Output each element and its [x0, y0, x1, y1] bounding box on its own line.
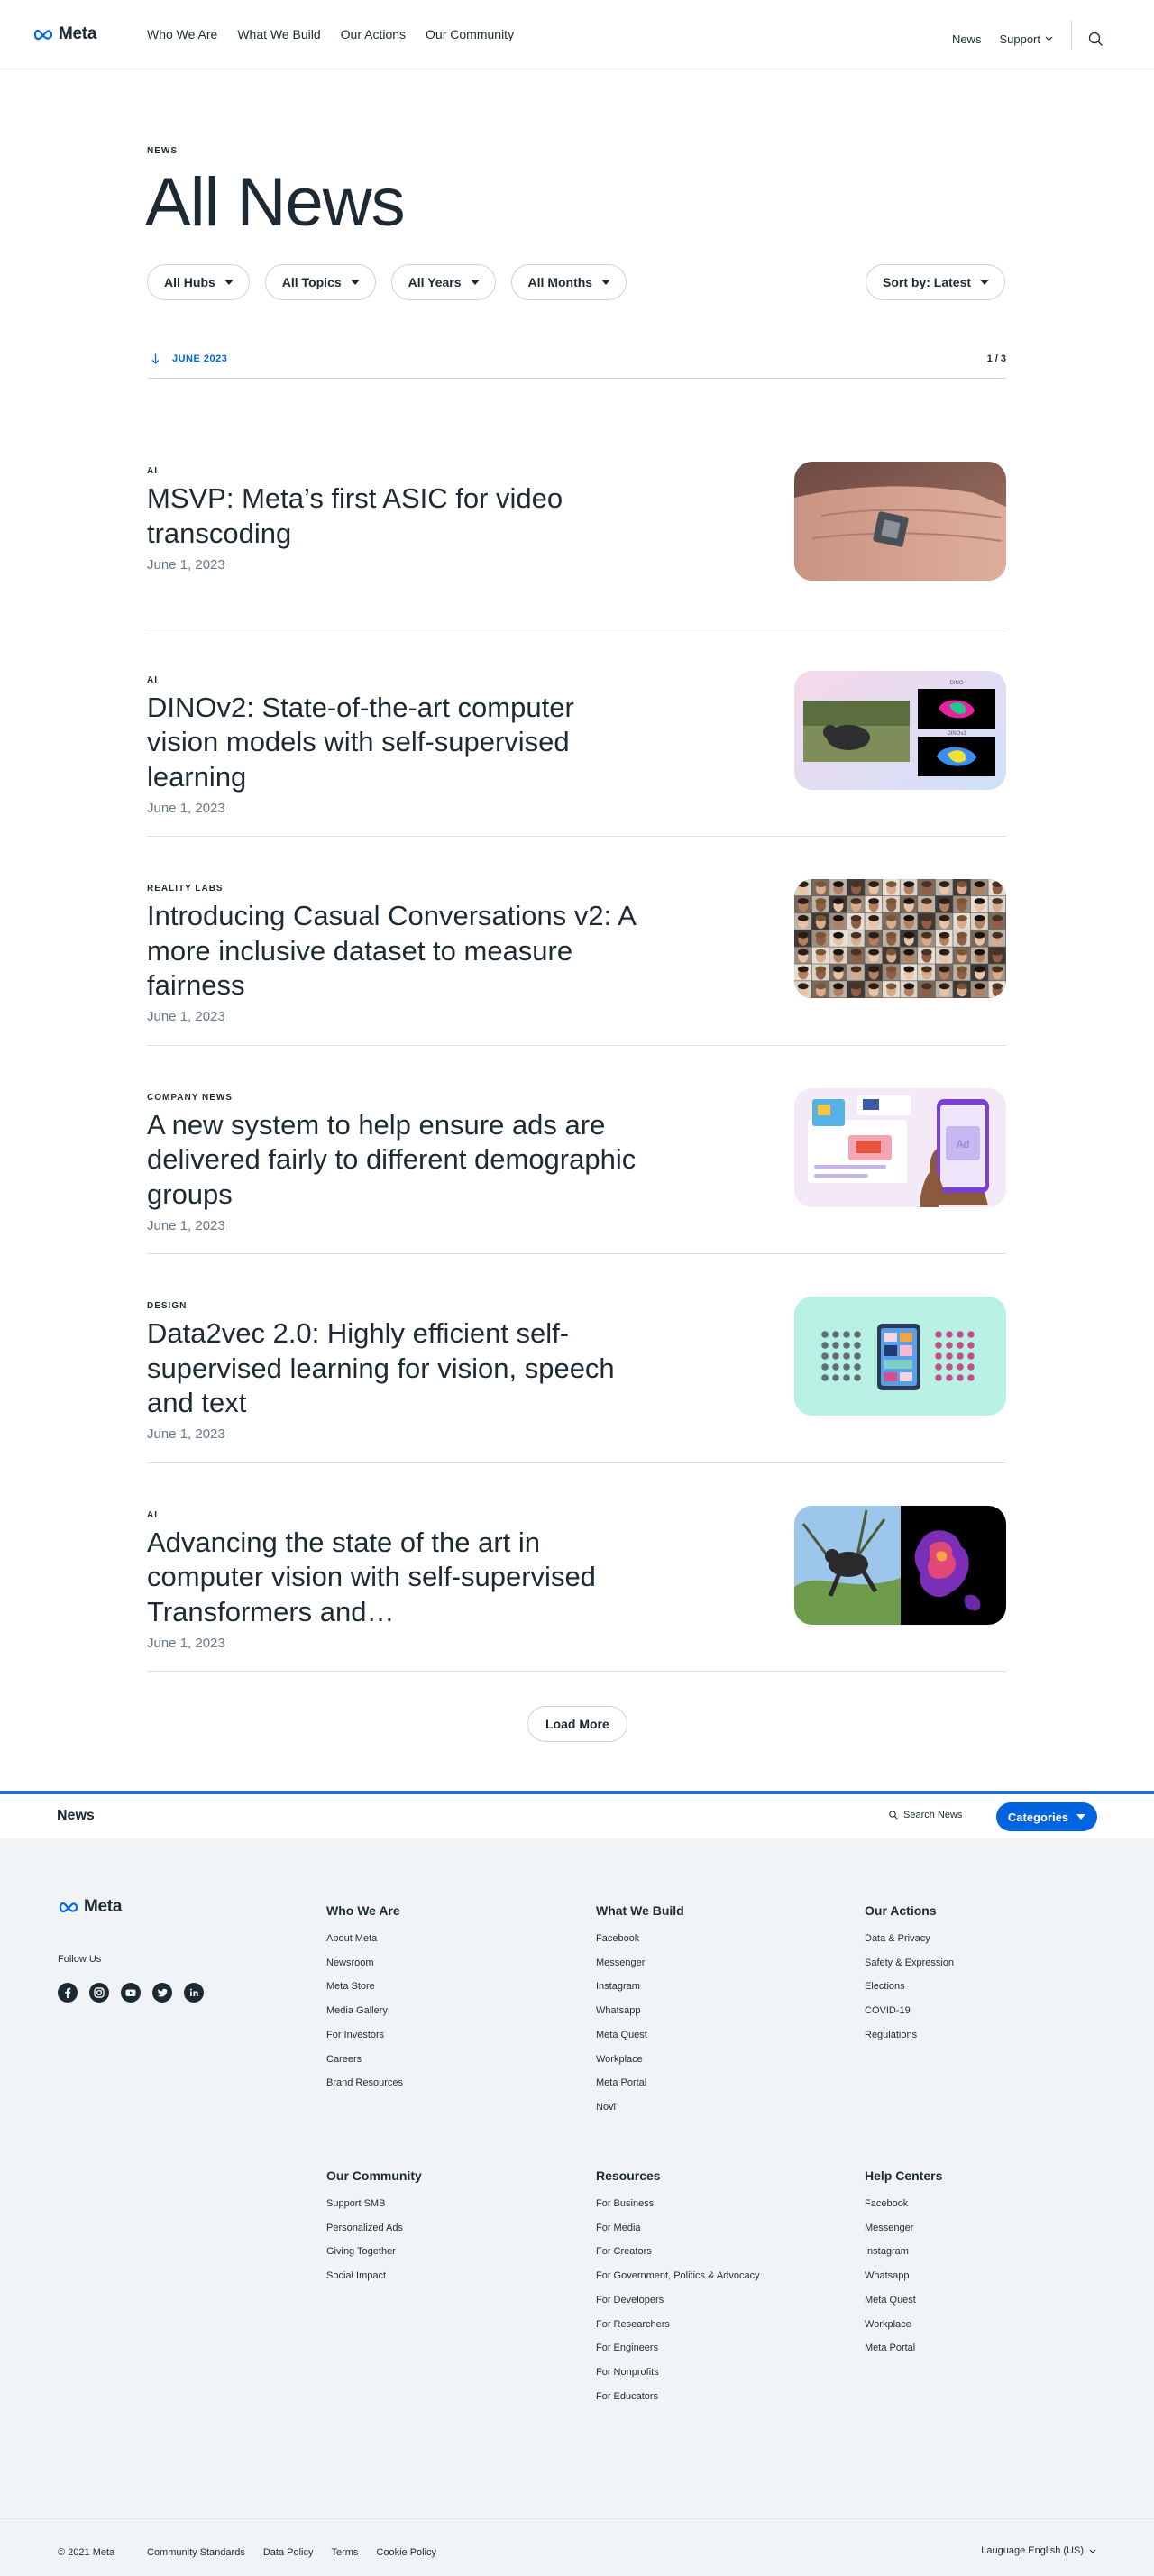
article-date: June 1, 2023	[147, 557, 225, 573]
legal-link-community-standards[interactable]: Community Standards	[147, 2547, 245, 2558]
footer-link[interactable]: Elections	[865, 1981, 905, 1993]
article-category: REALITY LABS	[147, 884, 224, 894]
footer	[0, 1838, 1154, 2576]
footer-link[interactable]: Meta Quest	[865, 2294, 916, 2306]
footer-col-heading: Our Actions	[865, 1903, 937, 1918]
footer-link[interactable]: Meta Store	[326, 1981, 375, 1993]
caret-down-icon	[224, 280, 234, 285]
footer-link[interactable]: For Media	[596, 2222, 641, 2233]
load-more-button[interactable]: Load More	[527, 1706, 627, 1742]
article-card[interactable]	[147, 419, 1006, 628]
caret-down-icon	[351, 280, 360, 285]
footer-col-heading: Our Community	[326, 2168, 422, 2183]
article-thumbnail[interactable]	[794, 1506, 1006, 1625]
article-card[interactable]	[147, 1254, 1006, 1463]
footer-link[interactable]: Careers	[326, 2053, 362, 2065]
footer-link[interactable]: Whatsapp	[865, 2270, 910, 2282]
footer-col-our-actions	[865, 1903, 954, 2048]
filter-months[interactable]	[511, 264, 627, 300]
sort-label: Sort by: Latest	[883, 275, 972, 289]
article-thumbnail[interactable]	[794, 671, 1006, 790]
article-category: AI	[147, 466, 158, 476]
filter-years-label: All Years	[408, 275, 462, 289]
footer-col-help-centers	[865, 2168, 942, 2361]
linkedin-icon[interactable]	[184, 1983, 204, 2003]
news-subbar	[0, 1791, 1154, 1838]
article-thumbnail[interactable]	[794, 879, 1006, 998]
top-nav	[0, 0, 1154, 69]
footer-link[interactable]: Social Impact	[326, 2270, 387, 2282]
footer-logo-text: Meta	[84, 1897, 123, 1916]
month-jump[interactable]	[151, 353, 227, 364]
footer-link[interactable]: Support SMB	[326, 2198, 386, 2209]
footer-col-heading: Resources	[596, 2168, 661, 2183]
footer-link[interactable]: For Researchers	[596, 2318, 670, 2330]
month-label-text: JUNE 2023	[172, 353, 228, 364]
article-date: June 1, 2023	[147, 1217, 225, 1233]
caret-down-icon	[471, 280, 480, 285]
footer-link[interactable]: Workplace	[596, 2053, 643, 2065]
footer-link[interactable]: Workplace	[865, 2318, 911, 2330]
article-card[interactable]	[147, 628, 1006, 838]
footer-link[interactable]: Messenger	[596, 1957, 646, 1968]
article-date: June 1, 2023	[147, 1009, 225, 1024]
footer-col-heading: Help Centers	[865, 2168, 943, 2183]
dinov2-label: DINOv2	[947, 730, 966, 737]
article-category: COMPANY NEWS	[147, 1092, 233, 1103]
meta-logo[interactable]	[32, 24, 96, 44]
youtube-icon[interactable]	[121, 1983, 141, 2003]
footer-link[interactable]: About Meta	[326, 1933, 378, 1944]
footer-link[interactable]: Media Gallery	[326, 2005, 388, 2017]
news-search-placeholder: Search News	[903, 1810, 963, 1820]
ad-label: Ad	[956, 1137, 970, 1150]
article-card[interactable]	[147, 1046, 1006, 1255]
follow-us-label: Follow Us	[58, 1954, 102, 1965]
filter-hubs[interactable]	[147, 264, 250, 300]
filter-hubs-label: All Hubs	[164, 275, 215, 289]
nav-who-we-are[interactable]: Who We Are	[147, 27, 218, 41]
footer-link[interactable]: Novi	[596, 2101, 617, 2113]
footer-link[interactable]: Giving Together	[326, 2246, 396, 2258]
copyright: © 2021 Meta	[58, 2547, 115, 2558]
page-title: All News	[145, 164, 405, 241]
language-label: Lauguage English (US)	[981, 2545, 1084, 2556]
legal-link-cookie-policy[interactable]: Cookie Policy	[376, 2547, 437, 2558]
news-search-field[interactable]	[889, 1810, 962, 1820]
filter-bar	[147, 264, 627, 300]
footer-link[interactable]: Regulations	[865, 2029, 918, 2040]
footer-link[interactable]: Brand Resources	[326, 2077, 403, 2089]
caret-down-icon	[980, 280, 989, 285]
footer-link[interactable]: Safety & Expression	[865, 1957, 955, 1968]
article-thumbnail[interactable]	[794, 1297, 1006, 1416]
article-category: DESIGN	[147, 1301, 188, 1311]
caret-down-icon	[601, 280, 610, 285]
page-eyebrow: NEWS	[147, 146, 178, 156]
footer-link[interactable]: For Business	[596, 2198, 655, 2209]
article-thumbnail[interactable]	[794, 462, 1006, 581]
footer-col-heading: Who We Are	[326, 1903, 400, 1918]
nav-support[interactable]	[999, 32, 1053, 46]
filter-topics-label: All Topics	[281, 275, 342, 289]
footer-col-resources	[596, 2168, 760, 2408]
article-list	[147, 419, 1006, 1672]
article-card[interactable]	[147, 837, 1006, 1046]
footer-link[interactable]: For Government, Politics & Advocacy	[596, 2270, 760, 2282]
filter-months-label: All Months	[527, 275, 593, 289]
footer-col-heading: What We Build	[596, 1903, 684, 1918]
article-title[interactable]: A new system to help ensure ads are delivered fairly to different demographic groups	[147, 1108, 637, 1210]
footer-link[interactable]: Meta Portal	[596, 2077, 647, 2089]
footer-link[interactable]: Facebook	[596, 1933, 640, 1944]
search-icon	[1088, 32, 1104, 47]
search-button[interactable]	[1088, 32, 1104, 47]
footer-link[interactable]: COVID-19	[865, 2005, 911, 2017]
legal-link-terms[interactable]: Terms	[331, 2547, 359, 2558]
nav-what-we-build[interactable]: What We Build	[237, 27, 321, 41]
nav-news[interactable]: News	[951, 32, 982, 46]
meta-infinity-icon	[58, 1902, 79, 1913]
footer-link[interactable]: Meta Portal	[865, 2342, 916, 2354]
article-title[interactable]: Advancing the state of the art in computer vision with self-supervised Transformers and…	[147, 1526, 596, 1627]
filter-topics[interactable]	[265, 264, 376, 300]
footer-col-what-we-build	[596, 1903, 684, 2120]
footer-link[interactable]: For Engineers	[596, 2342, 659, 2354]
categories-label: Categories	[1007, 1810, 1069, 1824]
dino-label: DINO	[949, 680, 964, 686]
footer-link[interactable]: Meta Quest	[596, 2029, 647, 2040]
article-category: AI	[147, 1509, 158, 1520]
facebook-icon[interactable]	[58, 1983, 78, 2003]
nav-divider	[1071, 20, 1072, 50]
nav-our-community[interactable]: Our Community	[426, 27, 515, 41]
chevron-down-icon	[1045, 36, 1053, 41]
article-date: June 1, 2023	[147, 1635, 225, 1651]
footer-link[interactable]: Messenger	[865, 2222, 914, 2233]
filter-years[interactable]	[391, 264, 496, 300]
footer-meta-logo[interactable]	[58, 1897, 122, 1917]
legal-link-data-policy[interactable]: Data Policy	[262, 2547, 314, 2558]
footer-col-who-we-are	[326, 1903, 403, 2095]
primary-nav	[147, 27, 534, 41]
footer-link[interactable]: Instagram	[596, 1981, 640, 1993]
article-date: June 1, 2023	[147, 800, 225, 816]
footer-link[interactable]: Data & Privacy	[865, 1933, 930, 1944]
footer-link[interactable]: For Educators	[596, 2390, 659, 2402]
nav-support-label: Support	[999, 32, 1040, 46]
footer-col-our-community	[326, 2168, 422, 2288]
social-links	[58, 1983, 204, 2003]
footer-link[interactable]: For Investors	[326, 2029, 385, 2040]
language-selector[interactable]	[981, 2545, 1096, 2556]
footer-link[interactable]: Instagram	[865, 2246, 909, 2258]
footer-link[interactable]: For Nonprofits	[596, 2366, 659, 2378]
footer-link[interactable]: Facebook	[865, 2198, 909, 2209]
article-card[interactable]	[147, 1463, 1006, 1673]
article-title[interactable]: Introducing Casual Conversations v2: A more inclusive dataset to measure fairness	[147, 900, 636, 1001]
article-title[interactable]: DINOv2: State-of-the-art computer vision models with self-supervised learning	[147, 691, 574, 793]
instagram-icon[interactable]	[89, 1983, 109, 2003]
logo-text: Meta	[59, 24, 97, 43]
legal-links	[147, 2547, 436, 2558]
article-category: AI	[147, 674, 158, 685]
article-date: June 1, 2023	[147, 1426, 225, 1442]
footer-link[interactable]: Whatsapp	[596, 2005, 641, 2017]
page-count: 1 / 3	[986, 353, 1006, 364]
nav-our-actions[interactable]: Our Actions	[340, 27, 407, 41]
chevron-down-icon	[1089, 2549, 1096, 2553]
month-bar	[147, 346, 1006, 379]
footer-link[interactable]: Newsroom	[326, 1957, 374, 1968]
nav-right	[952, 27, 1104, 50]
caret-down-icon	[1076, 1814, 1085, 1820]
article-title[interactable]: MSVP: Meta’s first ASIC for video transcoding	[147, 482, 563, 549]
article-title[interactable]: Data2vec 2.0: Highly efficient self-supervised learning for vision, speech and text	[147, 1317, 615, 1418]
arrow-down-icon	[151, 353, 160, 364]
footer-link[interactable]: Personalized Ads	[326, 2222, 403, 2233]
categories-button[interactable]	[996, 1802, 1097, 1831]
search-icon	[889, 1811, 898, 1820]
twitter-icon[interactable]	[152, 1983, 172, 2003]
footer-link[interactable]: For Creators	[596, 2246, 652, 2258]
news-bar-title[interactable]: News	[57, 1808, 95, 1823]
meta-infinity-icon	[32, 29, 54, 41]
footer-link[interactable]: For Developers	[596, 2294, 664, 2306]
article-thumbnail[interactable]	[794, 1088, 1006, 1207]
sort-dropdown[interactable]	[866, 264, 1005, 300]
footer-bottom-bar	[0, 2518, 1154, 2576]
